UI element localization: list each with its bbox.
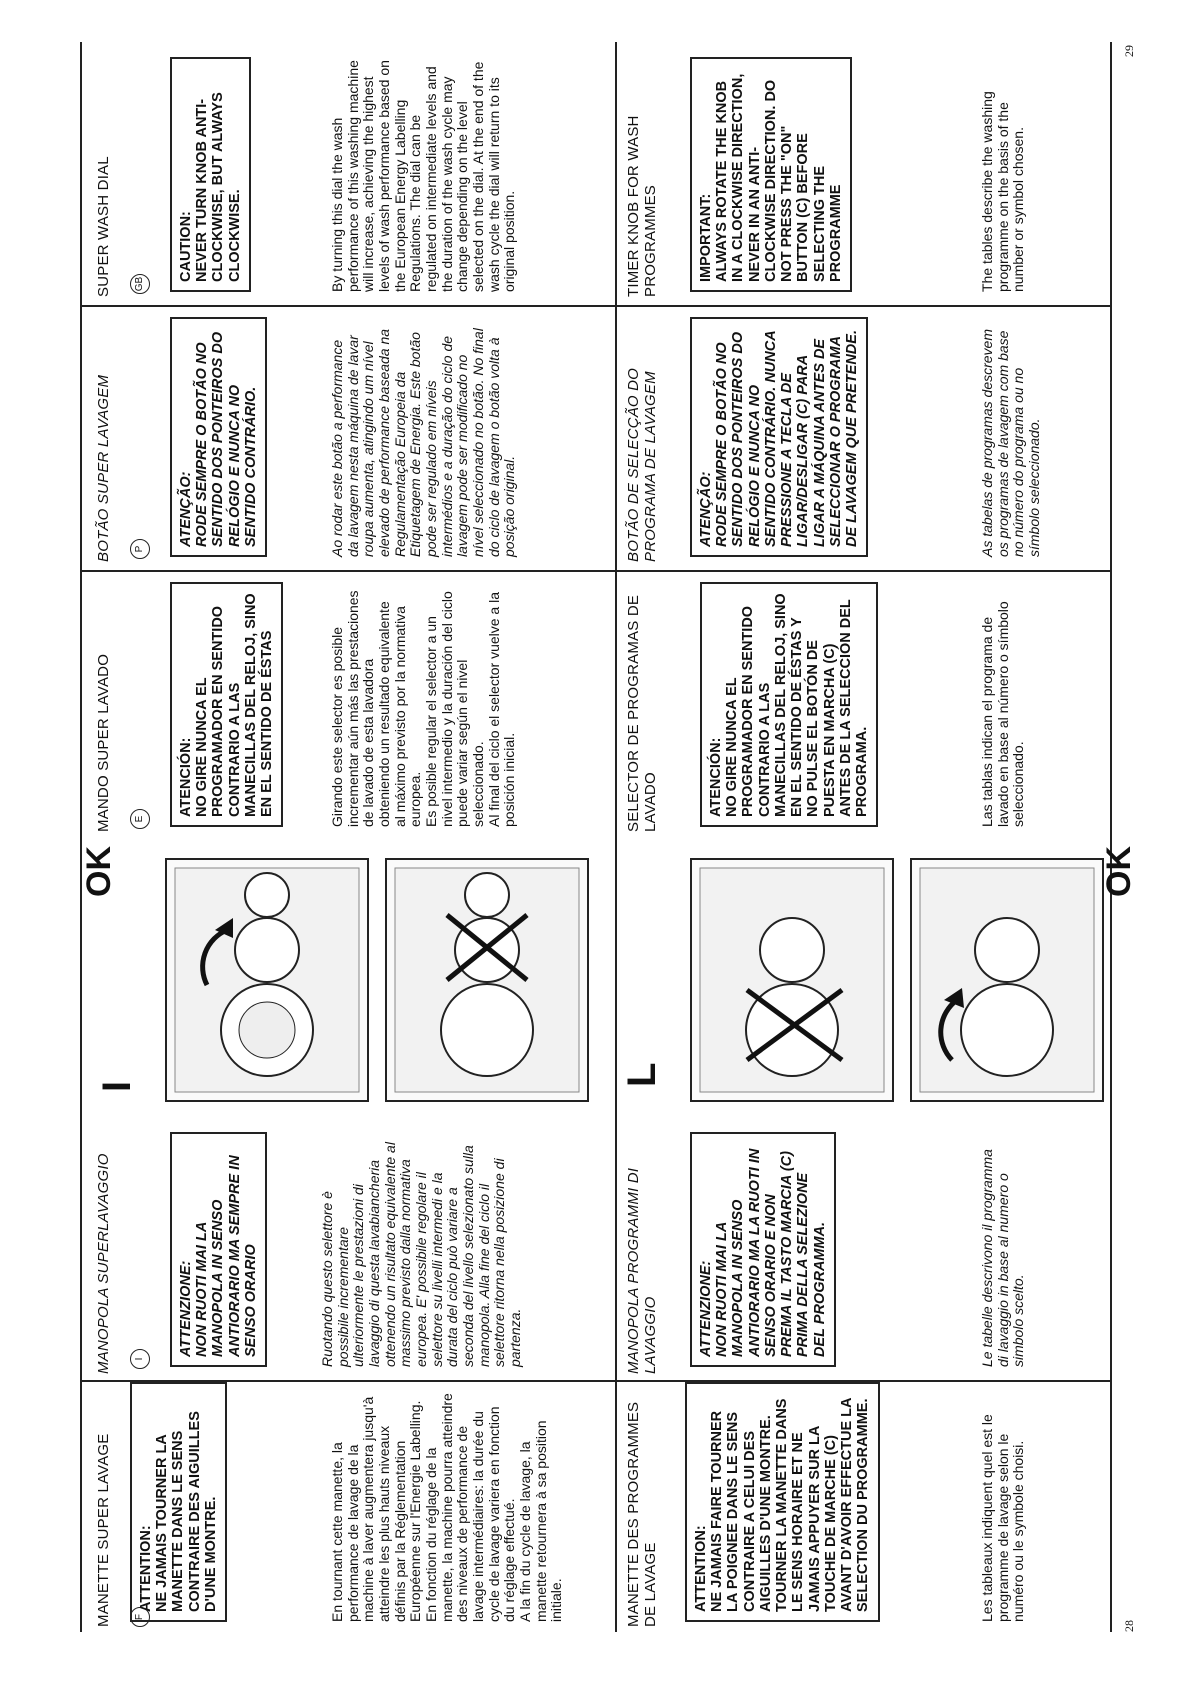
dial-figure-wrong-2 (690, 858, 894, 1102)
rotated-sheet (50, 42, 1140, 1632)
es-flag-icon: E (130, 809, 150, 829)
en-caution2-box: IMPORTANT: ALWAYS ROTATE THE KNOB IN A CLOCKWISE DIRECTION, NEVER IN AN ANTI-CLOCKWISE DIRECTION. DO NOT PRESS THE "ON" BUTTON (C) BEFORE SELECTING THE PROGRAMME (690, 57, 852, 292)
dial-figure-ok (165, 858, 369, 1102)
es-title: MANDO SUPER LAVADO (95, 653, 112, 832)
pt-flag-icon: P (130, 539, 150, 559)
it-title2: MANOPOLA PROGRAMMI DI LAVAGGIO (625, 1167, 659, 1374)
page-number-left: 28 (1122, 1620, 1136, 1632)
it-title: MANOPOLA SUPERLAVAGGIO (95, 1153, 112, 1374)
fr-caution2-box: ATTENTION: NE JAMAIS FAIRE TOURNER LA POIGNEE DANS LE SENS CONTRAIRE A CELUI DES AIGUILLES D'UNE MONTRE. TOURNER LA MANETTE DANS LE SENS HORAIRE ET NE JAMAIS APPUYER SUR LA TOUCHE DE MARCHE (C) AVANT D'AVOIR EFFECTUE LA SELECTION DU PROGRAMME. (685, 1382, 880, 1622)
pt-body: Ao rodar este botão a performance da lavagem nesta máquina de lavar roupa aumenta, atingindo um nível elevado de performance baseada na Regulamentação Europeia da Etiquetagem de Energia. Este botão pode ser regulado em níveis intermédios e a duração do ciclo de lavagem pode ser modificado no nível seleccionado no botão. No final do ciclo de lavagem o botão volta à posição original. (329, 328, 518, 557)
en-title: SUPER WASH DIAL (95, 156, 112, 297)
ok-label-top: OK (80, 846, 118, 897)
es-caution-box: ATENCIÓN: NO GIRE NUNCA EL PROGRAMADOR EN SENTIDO CONTRARIO A LAS MANECILLAS DEL RELOJ, SINO EN EL SENTIDO DE ÉSTAS (170, 582, 283, 827)
dial-ok-illustration-2 (912, 860, 1102, 1100)
dial-wrong-illustration-2 (692, 860, 892, 1100)
mid-rule (615, 837, 617, 1632)
mid-rule-right (615, 42, 617, 837)
it-body: Ruotando questo selettore è possibile incrementare ulteriormente le prestazioni di lavaggio di questa lavabiancheria ottenendo un risultato equivalente al massimo previsto dalla normativa europea. E' possibile regolare il selettore su livelli intermedi e la durata del ciclo può variare a seconda del livello selezionato sulla manopola. Alla fine del ciclo il selettore ritorna nella posizione di partenza. (319, 1142, 524, 1367)
es-body2: Las tablas indican el programa de lavado en base al número o símbolo seleccionado. (979, 601, 1027, 827)
fr-title2: MANETTE DES PROGRAMMES DE LAVAGE (625, 1401, 659, 1627)
it-flag-icon: I (130, 1349, 150, 1369)
ok-label-bottom: OK (1100, 846, 1138, 897)
fr-body: En tournant cette manette, la performance de lavage de la machine à laver augmentera jusqu'à atteindre les plus hauts niveaux définis par la Réglementation Européenne sur l'Energie Labelling. En fonction du réglage de la manette, la machine pourra atteindre des niveaux de performance de lavage intermédiaires: la durée du cycle de lavage variera en fonction du réglage effectué. A la fin du cycle de lavage, la manette retournera à sa position initiale. (329, 1393, 565, 1622)
pt-body2: As tabelas de programas descrevem os programas de lavagem com base no número do programa ou no símbolo seleccionado. (979, 329, 1043, 557)
bottom-rule-right (1110, 42, 1112, 837)
es-title2: SELECTOR DE PROGRAMAS DE LAVADO (625, 594, 659, 832)
en-body: By turning this dial the wash performance of this washing machine will increase, achieving the highest levels of wash performance based on the European Energy Labelling Regulations. The dial can be regulated on intermediate levels and the duration of the wash cycle may change depending on the level selected on the dial. At the end of the wash cycle the dial will return to its original position. (329, 60, 518, 292)
it-body2: Le tabelle descrivono il programma di lavaggio in base al numero o simbolo scelto. (979, 1149, 1027, 1367)
fr-title: MANETTE SUPER LAVAGE (95, 1433, 112, 1627)
dial-ok-illustration (167, 860, 367, 1100)
bottom-rule (1110, 837, 1112, 1632)
page-28 (50, 837, 1140, 1632)
page-29 (50, 42, 1140, 837)
it-caution-box: ATTENZIONE: NON RUOTI MAI LA MANOPOLA IN SENSO ANTIORARIO MA SEMPRE IN SENSO ORARIO (170, 1132, 267, 1367)
column-divider (80, 1380, 1110, 1382)
figure-label-top: I (95, 1080, 139, 1092)
en-caution-box: CAUTION: NEVER TURN KNOB ANTI-CLOCKWISE, BUT ALWAYS CLOCKWISE. (170, 57, 251, 292)
top-rule-right (80, 42, 82, 837)
dial-figure-wrong (385, 858, 589, 1102)
es-caution2-box: ATENCIÓN: NO GIRE NUNCA EL PROGRAMADOR EN SENTIDO CONTRARIO A LAS MANECILLAS DEL RELOJ, SINO EN EL SENTIDO DE ÉSTAS Y NO PULSE EL BOTÓN DE PUESTA EN MARCHA (C) ANTES DE LA SELECCIÓN DEL PROGRAMA. (700, 582, 878, 827)
es-body: Girando este selector es posible incrementar aún más las prestaciones de lavado de esta lavadora obteniendo un resultado equivalente al máximo previsto por la normativa europea. Es posible regular el selector a un nivel intermedio y la duración del ciclo puede variar según el nivel seleccionado. Al final del ciclo el selector vuelve a la posición inicial. (329, 590, 518, 827)
en-body2: The tables describe the washing programme on the basis of the number or symbol chosen. (979, 91, 1027, 292)
en-title2: TIMER KNOB FOR WASH PROGRAMMES (625, 115, 659, 297)
figure-label-bottom: L (620, 1062, 664, 1087)
pt-title: BOTÃO SUPER LAVAGEM (95, 374, 112, 562)
top-rule (80, 837, 82, 1632)
pt-caution2-box: ATENÇÃO: RODE SEMPRE O BOTÃO NO SENTIDO DOS PONTEIROS DO RELÓGIO E NUNCA NO SENTIDO CONTRÁRIO. NUNCA PRESSIONE A TECLA DE LIGAR/DESLIGAR (C) PARA LIGAR A MÁQUINA ANTES DE SELECCIONAR O PROGRAMA DE LAVAGEM QUE PRETENDE. (690, 317, 868, 557)
column-divider-right-1 (80, 570, 1110, 572)
en-flag-icon: GB (130, 274, 150, 294)
pt-title2: BOTÃO DE SELECÇÃO DO PROGRAMA DE LAVAGEM (625, 367, 659, 562)
fr-body2: Les tableaux indiquent quel est le programme de lavage selon le numéro ou le symbole choisi. (979, 1414, 1027, 1622)
dial-wrong-illustration (387, 860, 587, 1100)
it-caution2-box: ATTENZIONE: NON RUOTI MAI LA MANOPOLA IN SENSO ANTIORARIO MA LA RUOTI IN SENSO ORARIO E NON PREMA IL TASTO MARCIA (C) PRIMA DELLA SELEZIONE DEL PROGRAMMA. (690, 1132, 836, 1367)
pt-caution-box: ATENÇÃO: RODE SEMPRE O BOTÃO NO SENTIDO DOS PONTEIROS DO RELÓGIO E NUNCA NO SENTIDO CONTRÁRIO. (170, 317, 267, 557)
column-divider-right-2 (80, 305, 1110, 307)
fr-flag-icon: F (130, 1607, 150, 1627)
page-number-right: 29 (1122, 45, 1136, 57)
dial-figure-ok-2 (910, 858, 1104, 1102)
fr-caution-box: ATTENTION: NE JAMAIS TOURNER LA MANETTE DANS LE SENS CONTRAIRE DES AIGUILLES D'UNE MONTRE. (130, 1382, 227, 1622)
